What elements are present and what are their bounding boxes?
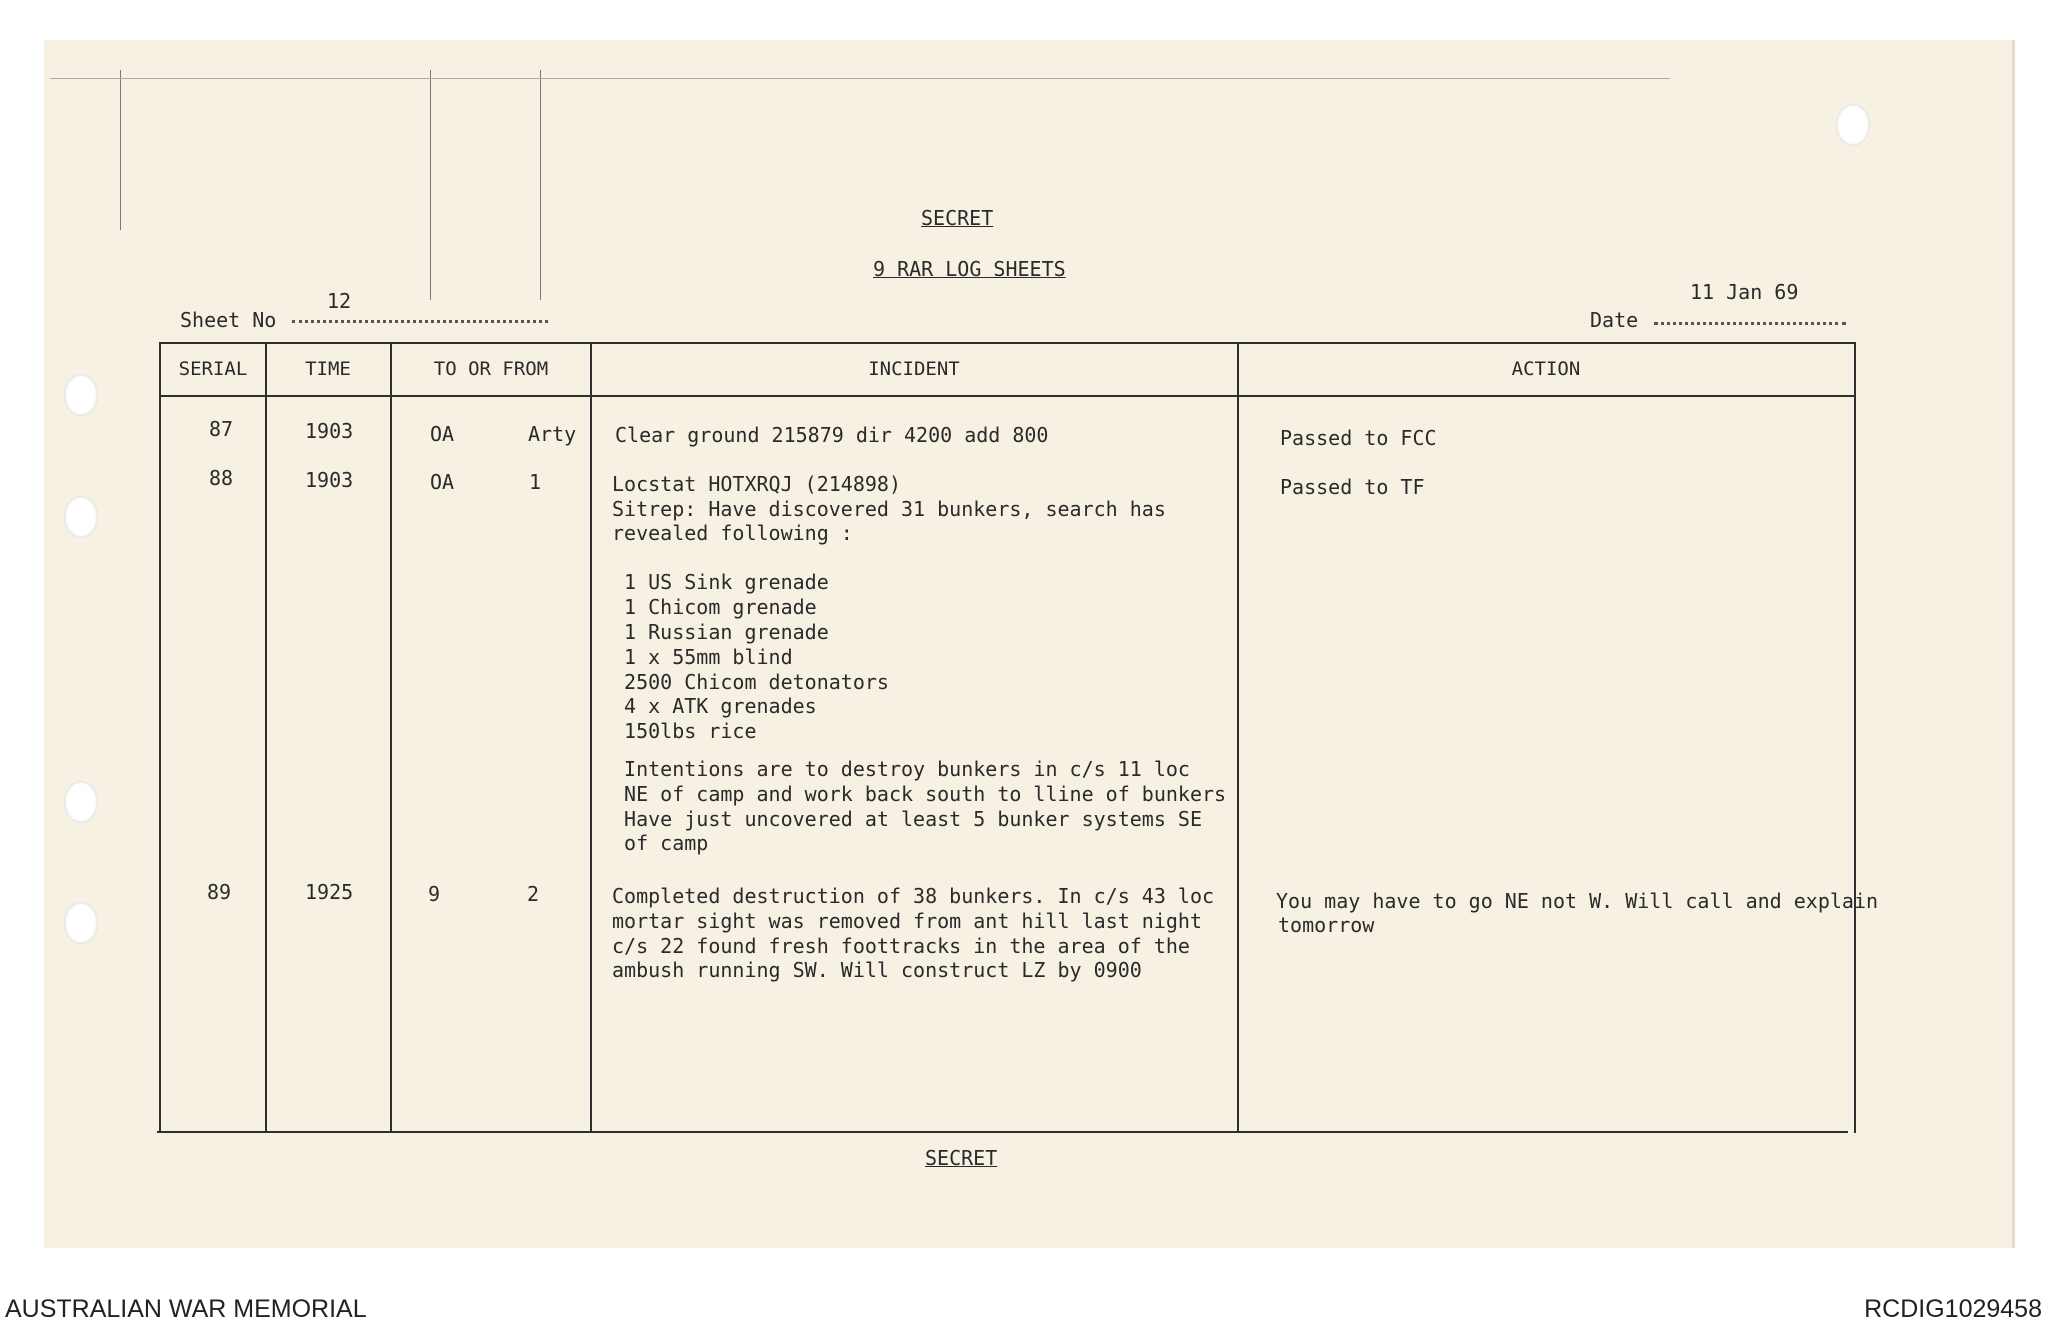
row-89-serial: 89 — [207, 880, 232, 904]
crease-mark — [540, 70, 541, 300]
column-header-action: ACTION — [1511, 358, 1581, 380]
classification-top: SECRET — [921, 206, 994, 230]
punch-hole — [64, 496, 98, 538]
column-header-serial: SERIAL — [178, 358, 248, 380]
footer-source: AUSTRALIAN WAR MEMORIAL — [5, 1295, 367, 1323]
row-88-incident-line: 150lbs rice — [612, 719, 757, 743]
row-88-incident-line: 1 x 55mm blind — [612, 645, 793, 669]
table-bottom-border — [157, 1131, 1848, 1133]
row-87-serial: 87 — [209, 417, 234, 441]
footer-item-id: RCDIG1029458 — [1864, 1295, 2042, 1323]
row-88-action: Passed to TF — [1280, 475, 1425, 499]
punch-hole — [64, 374, 98, 416]
row-88-incident-line: 2500 Chicom detonators — [612, 670, 889, 694]
crease-mark — [430, 70, 431, 300]
row-89-to: 9 — [428, 882, 441, 906]
table-top-border — [161, 342, 1856, 344]
crease-mark — [120, 70, 121, 230]
column-header-incident: INCIDENT — [868, 358, 960, 380]
row-88-incident-line: NE of camp and work back south to lline of bunkers — [612, 782, 1227, 806]
row-89-incident-line: mortar sight was removed from ant hill last night — [612, 909, 1203, 933]
row-88-time: 1903 — [305, 468, 354, 492]
column-header-to-or-from: TO OR FROM — [433, 358, 549, 380]
row-88-incident-line: revealed following : — [612, 521, 853, 545]
row-89-incident-line: c/s 22 found fresh foottracks in the area of the — [612, 934, 1190, 958]
date-value: 11 Jan 69 — [1690, 280, 1799, 304]
row-87-time: 1903 — [305, 419, 354, 443]
column-divider — [265, 342, 267, 1133]
punch-hole — [64, 902, 98, 944]
column-divider — [390, 342, 392, 1133]
crease-mark — [50, 78, 1670, 79]
row-88-incident-line: 1 Russian grenade — [612, 620, 829, 644]
row-88-incident-line: Intentions are to destroy bunkers in c/s 11 loc — [612, 757, 1190, 781]
row-88-from: 1 — [529, 470, 542, 494]
column-header-time: TIME — [305, 358, 351, 380]
punch-hole — [64, 781, 98, 823]
row-89-action-line: You may have to go NE not W. Will call and explain — [1276, 889, 1879, 913]
row-89-incident-line: ambush running SW. Will construct LZ by 0900 — [612, 958, 1142, 982]
row-89-time: 1925 — [305, 880, 354, 904]
row-87-to: OA — [430, 422, 455, 446]
punch-hole — [1836, 104, 1870, 146]
row-87-incident: Clear ground 215879 dir 4200 add 800 — [615, 423, 1049, 447]
row-88-incident-line: Have just uncovered at least 5 bunker systems SE — [612, 807, 1203, 831]
row-88-incident-line: 1 Chicom grenade — [612, 595, 817, 619]
classification-bottom: SECRET — [925, 1146, 998, 1170]
row-89-from: 2 — [527, 882, 540, 906]
column-divider — [590, 342, 592, 1133]
row-88-incident-line: of camp — [612, 831, 709, 855]
row-89-action-line: tomorrow — [1278, 913, 1375, 937]
table-right-border — [1854, 342, 1856, 1133]
row-88-incident-line: Sitrep: Have discovered 31 bunkers, search has — [612, 497, 1166, 521]
row-88-serial: 88 — [209, 466, 234, 490]
row-88-incident-line: 1 US Sink grenade — [612, 570, 829, 594]
row-88-incident-line: Locstat HOTXRQJ (214898) — [612, 472, 901, 496]
page-title: 9 RAR LOG SHEETS — [873, 257, 1066, 281]
row-87-from: Arty — [528, 422, 577, 446]
row-87-action: Passed to FCC — [1280, 426, 1437, 450]
sheet-no-dotline — [292, 320, 548, 323]
row-89-incident-line: Completed destruction of 38 bunkers. In c/s 43 loc — [612, 884, 1215, 908]
sheet-no-label: Sheet No — [180, 308, 277, 332]
table-left-border — [159, 342, 161, 1133]
sheet-no-value: 12 — [327, 289, 352, 313]
column-divider — [1237, 342, 1239, 1133]
date-dotline — [1654, 322, 1846, 325]
row-88-incident-line: 4 x ATK grenades — [612, 694, 817, 718]
date-label: Date — [1590, 308, 1639, 332]
log-sheet-paper — [44, 40, 2015, 1248]
table-header-rule — [161, 395, 1856, 397]
row-88-to: OA — [430, 470, 455, 494]
